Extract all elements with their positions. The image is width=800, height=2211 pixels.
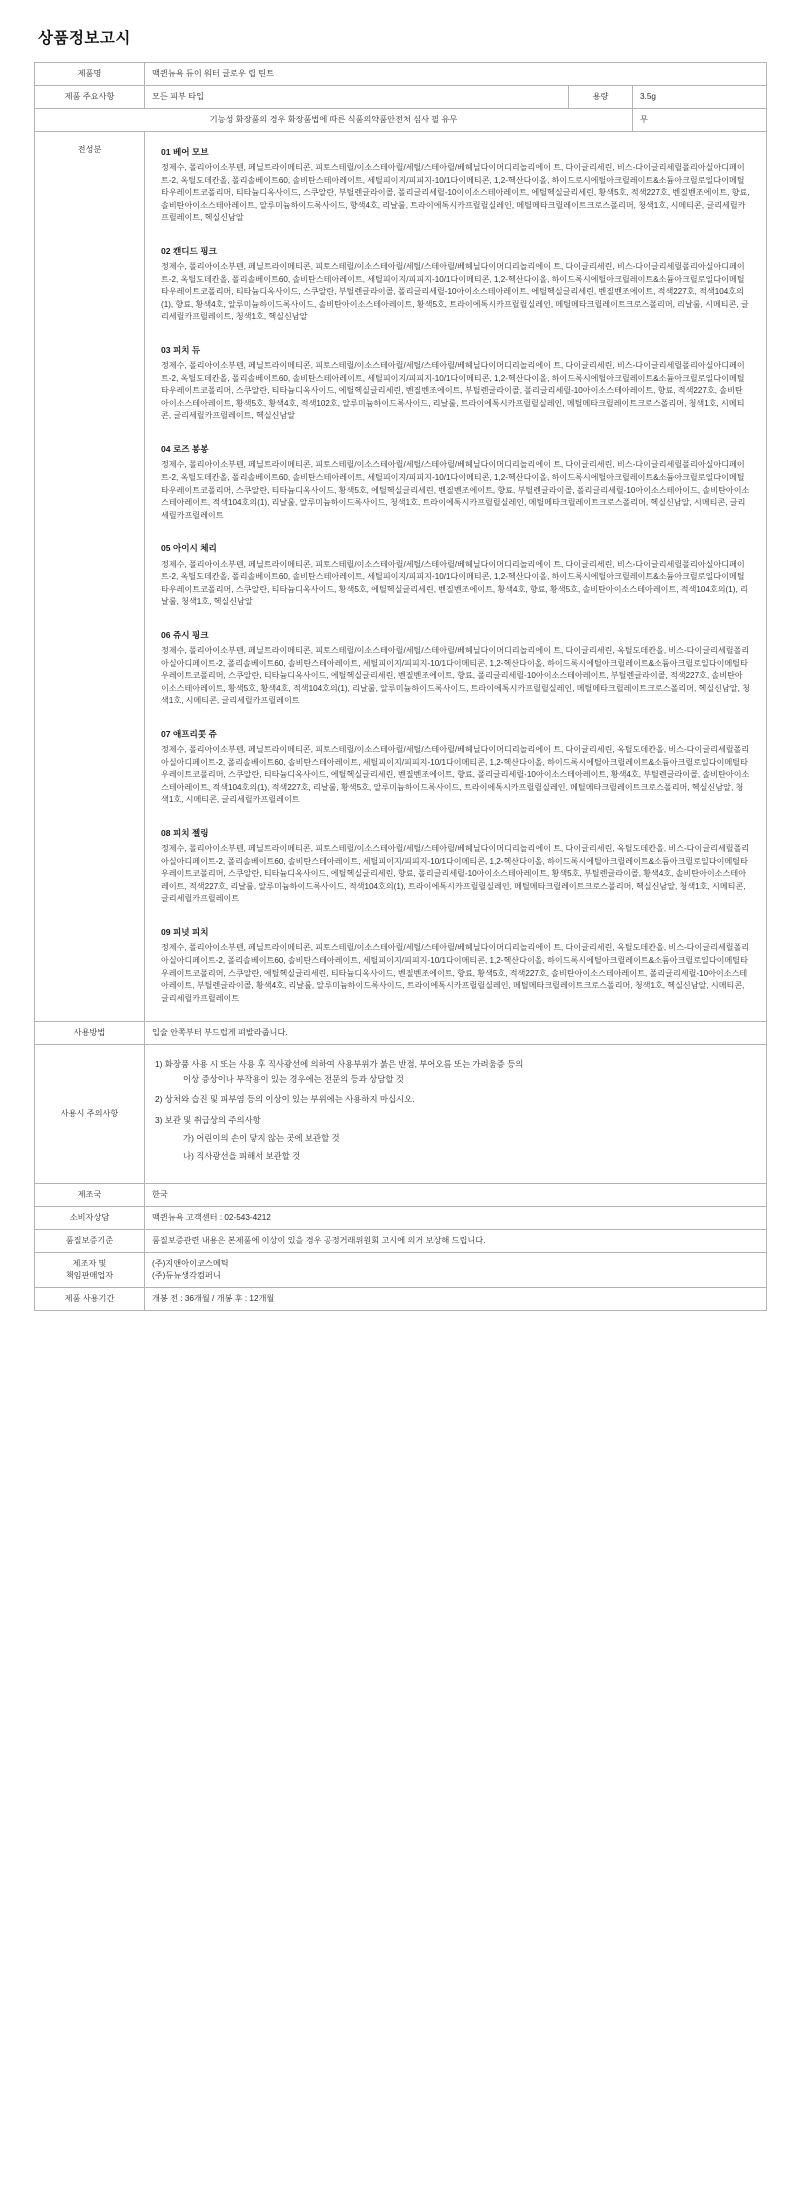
quality-value: 품질보증관련 내용은 본제품에 이상이 있을 경우 공정거래위원회 고시에 의거 보상해 드립니다. bbox=[145, 1230, 767, 1253]
ingredient-name: 06 쥬시 핑크 bbox=[161, 629, 209, 640]
ingredient-text: 정제수, 폴리아이소부텐, 페닐트라이메티콘, 피토스테릴/이소스테아릴/세틸/스테아릴/베헤닐다이머디리놀리에이 트, 다이글리세린, 옥틸도데칸올, 비스-다이글리세릴폴리아실아디페이트-2, 폴리솔베이트60, 솔비탄스테아레이트, 세틸피이지/피피지-10/1다이메티콘, 1,2-헥산다이올, 하이드록시에틸아크릴레이트&소듐아크릴로일다이메틸타우레이트코폴리머, 스쿠알란, 에틸헥실글리세린, 티타늄디옥사이드, 벤질벤조에이트, 향료, 황색5호, 적색227호, 솔비탄아이소스테아레이트, 폴리글리세릴-10아이소스테아레이트, 부틸렌글라이콜, 황색4호, 리날룰, 알루미늄하이드록사이드, 트라이에톡시카프릴릴실레인, 메틸메타크릴레이트크로스폴리머, 청색1호, 헥실신남알, 시메티콘, 글리세릴카프릴레이트 bbox=[161, 943, 750, 1003]
ingredient-name: 03 피치 듀 bbox=[161, 344, 201, 355]
functional-value: 무 bbox=[633, 108, 767, 131]
main-spec-value: 모든 피부 타입 bbox=[145, 85, 569, 108]
ingredient-text: 정제수, 폴리아이소부텐, 페닐트라이메티콘, 피토스테릴/이소스테아릴/세틸/스테아릴/베헤닐다이머디리놀리에이 트, 다이글리세린, 옥틸도데칸올, 비스-다이글리세릴폴리아실아디페이트-2, 폴리솔베이트60, 솔비탄스테아레이트, 세틸피이지/피피지-10/1다이메티콘, 1,2-헥산다이올, 하이드록시에틸아크릴레이트&소듐아크릴로일다이메틸타우레이트코폴리머, 스쿠알란, 티타늄디옥사이드, 에틸헥실글리세린, 벤질벤조에이트, 향료, 폴리글리세릴-10아이소스테아레이트, 부틸렌글라이콜, 적색227호, 솔비탄아이소스테아레이트, 황색5호, 황색4호, 적색104호의(1), 리날룰, 알루미늄하이드록사이드, 트라이에톡시카프릴릴실레인, 메틸메타크릴레이트크로스폴리머, 헥실신남알, 청색1호, 시메티콘, 글리세릴카프릴레이트 bbox=[161, 646, 750, 706]
ingredient-text: 정제수, 폴리아이소부텐, 페닐트라이메티콘, 피토스테릴/이소스테아릴/세틸/스테아릴/베헤닐다이머디리놀리에이 트, 다이글리세린, 비스-다이글리세릴폴리아실아디페이트-2, 옥틸도데칸올, 폴리솔베이트60, 솔비탄스테아레이트, 세틸피이지/피피지-10/1다이메티콘, 1,2-헥산다이올, 하이드록시에틸아크릴레이트&소듐아크릴로일다이메틸타우레이트코폴리머, 스쿠알란, 티타늄디옥사이드, 황색5호, 에틸헥실글리세린, 벤질벤조에이트, 향료, 부틸렌글라이콜, 폴리글리세릴-10아이소스테아이드, 솔비탄아이소스테아레이트, 적색104호의(1), 리날룰, 알루미늄하이드록사이드, 청색1호, 트라이에톡시카프릴릴실레인, 메틸메타크릴레이트크로스폴리머, 헥실신남알, 시메티콘, 글리세릴카프릴레이트 bbox=[161, 460, 750, 520]
maker-label-line1: 제조자 및 bbox=[72, 1258, 107, 1268]
maker-value bbox=[145, 1252, 767, 1287]
ingredient-name: 09 피넛 피치 bbox=[161, 927, 209, 938]
ingredient-name: 07 애프리콧 쥬 bbox=[161, 728, 217, 739]
product-name-label: 제품명 bbox=[35, 63, 145, 86]
product-info-table bbox=[34, 62, 767, 1311]
ingredient-block bbox=[152, 434, 759, 533]
usage-value: 입술 안쪽부터 부드럽게 펴발라줍니다. bbox=[145, 1022, 767, 1045]
table-row bbox=[35, 1045, 767, 1184]
period-label: 제품 사용기간 bbox=[35, 1287, 145, 1310]
maker-label bbox=[35, 1252, 145, 1287]
ingredient-block bbox=[152, 719, 759, 818]
main-spec-label: 제품 주요사항 bbox=[35, 85, 145, 108]
table-row-ingredients bbox=[35, 131, 767, 1021]
consumer-value: 맥퀸뉴욕 고객센터 : 02-543-4212 bbox=[145, 1207, 767, 1230]
table-row bbox=[35, 85, 767, 108]
table-row bbox=[35, 1230, 767, 1253]
caution-item-1-line2: 이상 증상이나 부작용이 있는 경우에는 전문의 등과 상담할 것 bbox=[183, 1073, 404, 1084]
ingredient-text: 정제수, 폴리아이소부텐, 페닐트라이메티콘, 피토스테릴/이소스테아릴/세틸/스테아릴/베헤닐다이머디리놀리에이 트, 다이글리세린, 옥틸도데칸올, 비스-다이글리세릴폴리아실아디페이트-2, 폴리솔베이트60, 솔비탄스테아레이트, 세틸피이지/피피지-10/1다이메티콘, 1,2-헥산다이올, 하이드록시에틸아크릴레이트&소듐아크릴로일다이메틸타우레이트코폴리머, 스쿠알란, 티타늄디옥사이드, 에틸헥실글리세린, 향료, 폴리글리세릴-10아이소스테아레이트, 황색5호, 부틸렌글라이콜, 황색4호, 솔비탄아이소스테아레이트, 적색227호, 리날룰, 알루미늄하이드록사이드, 적색104호의(1), 트라이에톡시카프릴릴실레인, 메틸메타크릴레이트크로스폴리머, 헥실신남알, 청색1호, 시메티콘, 글리세릴카프릴레이트 bbox=[161, 844, 750, 904]
ingredients-label: 전성분 bbox=[35, 131, 145, 1021]
caution-item-1-line1: 1) 화장품 사용 시 또는 사용 후 직사광선에 의하여 사용부위가 붉은 반점, 부어오름 또는 가려움증 등의 bbox=[155, 1059, 524, 1070]
maker-value-line2: (주)듀뉴생각컴퍼니 bbox=[152, 1270, 221, 1280]
table-row bbox=[35, 1287, 767, 1310]
ingredient-block bbox=[152, 620, 759, 719]
ingredient-name: 05 아이시 체리 bbox=[161, 543, 217, 554]
caution-item-3b: 나) 직사광선을 피해서 보관할 것 bbox=[183, 1150, 301, 1161]
volume-label: 용량 bbox=[569, 85, 633, 108]
caution-item-1 bbox=[155, 1057, 756, 1086]
table-row bbox=[35, 1207, 767, 1230]
maker-value-line1: (주)지앤아이코스메틱 bbox=[152, 1258, 229, 1268]
ingredient-block bbox=[152, 335, 759, 434]
ingredients-cell bbox=[145, 131, 767, 1021]
caution-item-3a: 가) 어린이의 손이 닿지 않는 곳에 보관할 것 bbox=[183, 1132, 340, 1143]
usage-label: 사용방법 bbox=[35, 1022, 145, 1045]
ingredient-block bbox=[152, 137, 759, 236]
quality-label: 품질보증기준 bbox=[35, 1230, 145, 1253]
ingredient-block bbox=[152, 917, 759, 1016]
period-value: 개봉 전 : 36개월 / 개봉 후 : 12개월 bbox=[145, 1287, 767, 1310]
ingredient-block bbox=[152, 236, 759, 335]
ingredient-text: 정제수, 폴리아이소부텐, 페닐트라이메티콘, 피토스테릴/이소스테아릴/세틸/스테아릴/베헤닐다이머디리놀리에이 트, 다이글리세린, 비스-다이글리세릴폴리아실아디페이트-2, 옥틸도데칸올, 폴리솔베이트60, 솔비탄스테아레이트, 세틸피이지/피피지-10/1다이메티콘, 1,2-헥산다이올, 하이드록시에틸아크릴레이트&소듐아크릴로일다이메틸타우레이트코폴리머, 티타늄디옥사이드, 스쿠알란, 부틸렌글라이콜, 폴리글리세릴-10아이소스테아레이트, 에틸헥실글리세린, 벤질벤조에이트, 적색227호, 적색104호의(1), 향료, 황색4호, 알루미늄하이드록사이드, 솔비탄아이소스테아레이트, 황색5호, 트라이에톡시카프릴릴실레인, 메틸메타크릴레이트크로스폴리머, 리날룰, 시메티콘, 글리세릴카프릴레이트, 청색1호, 헥실신남알 bbox=[161, 262, 749, 322]
product-name-value: 맥퀸뉴욕 듀이 워터 글로우 립 틴트 bbox=[145, 63, 767, 86]
table-row bbox=[35, 108, 767, 131]
table-row bbox=[35, 1252, 767, 1287]
ingredient-block bbox=[152, 533, 759, 620]
ingredient-text: 정제수, 폴리아이소부텐, 페닐트라이메티콘, 피토스테릴/이소스테아릴/세틸/스테아릴/베헤닐다이머디리놀리에이 트, 다이글리세린, 옥틸도데칸올, 비스-다이글리세릴폴리아실아디페이트-2, 폴리솔베이트60, 솔비탄스테아레이트, 세틸피이지/피피지-10/1다이메티콘, 1,2-헥산다이올, 하이드록시에틸아크릴레이트&소듐아크릴로일다이메틸타우레이트코폴리머, 스쿠알란, 티타늄디옥사이드, 에틸헥실글리세린, 벤질벤조에이트, 향료, 폴리글리세릴-10아이소스테아레이트, 황색4호, 부틸렌글라이콜, 솔비탄아이소스테아레이트, 적색104호의(1), 적색227호, 리날룰, 황색5호, 알루미늄하이드록사이드, 트라이에톡시카프릴릴실레인, 메틸메타크릴레이트크로스폴리머, 헥실신남알, 청색1호, 시메티콘, 글리세릴카프릴레이트 bbox=[161, 745, 750, 805]
consumer-label: 소비자상담 bbox=[35, 1207, 145, 1230]
ingredient-block bbox=[152, 818, 759, 917]
origin-value: 한국 bbox=[145, 1184, 767, 1207]
volume-value: 3.5g bbox=[633, 85, 767, 108]
ingredient-name: 04 로즈 봉봉 bbox=[161, 444, 209, 454]
ingredient-text: 정제수, 폴리아이소부텐, 페닐트라이메티콘, 피토스테릴/이소스테아릴/세틸/스테아릴/베헤닐다이머디리놀리에이 트, 다이글리세린, 비스-다이글리세릴폴리아실아디페이트-2, 옥틸도데칸올, 폴리솔베이트60, 솔비탄스테아레이트, 세틸피이지/피피지-10/1다이메티콘, 1,2-헥산다이올, 하이드록시에틸아크릴레이트&소듐아크릴로일다이메틸타우레이트코폴리머, 스쿠알란, 티타늄디옥사이드, 황색5호, 에틸헥실글리세린, 벤질벤조에이트, 황색4호, 향료, 황색5호, 솔비탄아이소스테아레이트, 적색104호의(1), 리날룰, 청색1호, 헥실신남알 bbox=[161, 559, 748, 607]
functional-label: 기능성 화장품의 경우 화장품법에 따른 식품의약품안전처 심사 필 유무 bbox=[35, 108, 633, 131]
caution-item-3-title: 3) 보관 및 취급상의 주의사항 bbox=[155, 1115, 261, 1126]
table-row bbox=[35, 1022, 767, 1045]
page-title: 상품정보고시 bbox=[38, 30, 131, 47]
caution-value bbox=[145, 1045, 767, 1184]
ingredient-name: 02 캔디드 핑크 bbox=[161, 245, 217, 256]
caution-item-2: 2) 상처와 습진 및 피부염 등의 이상이 있는 부위에는 사용하지 마십시오. bbox=[155, 1094, 415, 1105]
ingredient-text: 정제수, 폴리아이소부텐, 페닐트라이메티콘, 피토스테릴/이소스테아릴/세틸/스테아릴/베헤닐다이머디리놀리에이 트, 다이글리세린, 비스-다이글리세릴폴리아실아디페이트-2, 옥틸도데칸올, 폴리솔베이트60, 솔비탄스테아레이트, 세틸피이지/피피지-10/1다이메티콘, 1,2-헥산다이올, 하이드록시에틸아크릴레이트&소듐아크릴로일다이메틸타우레이트코폴리머, 스쿠알란, 티타늄디옥사이드, 에틸헥실글리세린, 벤질벤조에이트, 부틸렌글라이콜, 폴리글리세릴-10아이소스테아레이트, 향료, 적색227호, 솔비탄아이소스테아레이트, 황색5호, 황색4호, 적색102호, 알루미늄하이드록사이드, 리날룰, 트라이에톡시카프릴릴실레인, 메틸메타크릴레이트크로스폴리머, 청색1호, 시메티콘, 글리세릴카프릴레이트, 헥실신남알 bbox=[161, 361, 745, 421]
ingredient-name: 08 피치 젤링 bbox=[161, 827, 209, 838]
origin-label: 제조국 bbox=[35, 1184, 145, 1207]
table-row bbox=[35, 1184, 767, 1207]
maker-label-line2: 책임판매업자 bbox=[65, 1270, 114, 1280]
caution-label: 사용시 주의사항 bbox=[35, 1045, 145, 1184]
ingredient-name: 01 베어 모브 bbox=[161, 146, 209, 157]
caution-item-3 bbox=[155, 1113, 756, 1163]
table-row bbox=[35, 63, 767, 86]
ingredient-text: 정제수, 폴리아이소부텐, 페닐트라이메티콘, 피토스테릴/이소스테아릴/세틸/스테아릴/베헤닐다이머디리놀리에이 트, 다이글리세린, 비스-다이글리세릴폴리아실아디페이트-2, 옥틸도데칸올, 폴리솔베이트60, 솔비탄스테아레이트, 세틸피이지/피피지-10/1다이메티콘, 1,2-헥산다이올, 하이드로시에틸아크릴레이트&소듐아크릴로일다이메틸타우레이트코폴리머, 티타늄디옥사이드, 스쿠알란, 부틸렌글라이콜, 폴리글리세릴-10이이소스테아레이트, 에틸헥실글리세린, 황색5호, 적색227호, 벤질벤조에이트, 향료, 솔비탄아이소스테아레이트, 알루미늄하이드록사이드, 향색4호, 리날룰, 트라이에톡시카프릴릴실레인, 메틸메타크릴레이트크로스폴리머, 청색1호, 시메티콘, 글리세릴카프릴레이트, 헥실신남알 bbox=[161, 163, 750, 223]
